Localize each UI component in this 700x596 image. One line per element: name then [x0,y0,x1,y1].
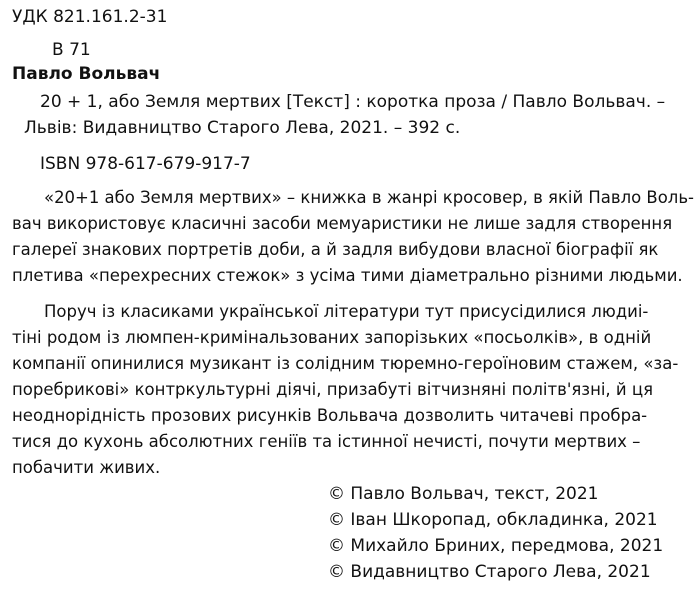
copyright-line: © Видавництво Старого Лева, 2021 [328,562,651,582]
copyright-line: © Іван Шкоропад, обкладинка, 2021 [328,510,658,530]
isbn: ISBN 978-617-679-917-7 [40,154,251,174]
paragraph-line: плетива «перехресних стежок» з усіма тими діаметрально різними людьми. [12,266,683,285]
paragraph-line: тіні родом із люмпен-кримінальзованих запорізьких «посьолків», в одній [12,328,652,347]
bibliographic-line-1: 20 + 1, або Земля мертвих [Текст] : коротка проза / Павло Вольвач. – [40,92,666,112]
paragraph-line: вач використовує класичні засоби мемуаристики не лише задля створення [12,214,673,233]
paragraph-line: галереї знакових портретів доби, а й задля вибудови власної біографії як [12,240,659,259]
paragraph-line: неоднорідність прозових рисунків Вольвача дозволить читачеві пробра- [12,406,648,425]
paragraph-line: Поруч із класиками української літератури тут присусідилися людиі- [44,302,649,321]
copyright-line: © Павло Вольвач, текст, 2021 [328,484,599,504]
paragraph-line: компанії опинилися музикант із солідним тюремно-героїновим стажем, «за- [12,354,679,373]
copyright-line: © Михайло Бриних, передмова, 2021 [328,536,664,556]
paragraph-line: «20+1 або Земля мертвих» – книжка в жанрі кросовер, в якій Павло Воль- [44,188,694,207]
paragraph-line: побачити живих. [12,458,161,477]
author-name: Павло Вольвач [12,64,161,84]
bibliographic-line-2: Львів: Видавництво Старого Лева, 2021. – 392 с. [24,118,461,138]
paragraph-line: тися до кухонь абсолютних геніїв та істинної нечисті, почути мертвих – [12,432,641,451]
paragraph-line: поребрикові» контркультурні діячі, призабуті вітчизняні політв'язні, й ця [12,380,654,399]
udk-code: УДК 821.161.2-31 [12,7,168,27]
author-sign: В 71 [52,40,91,60]
